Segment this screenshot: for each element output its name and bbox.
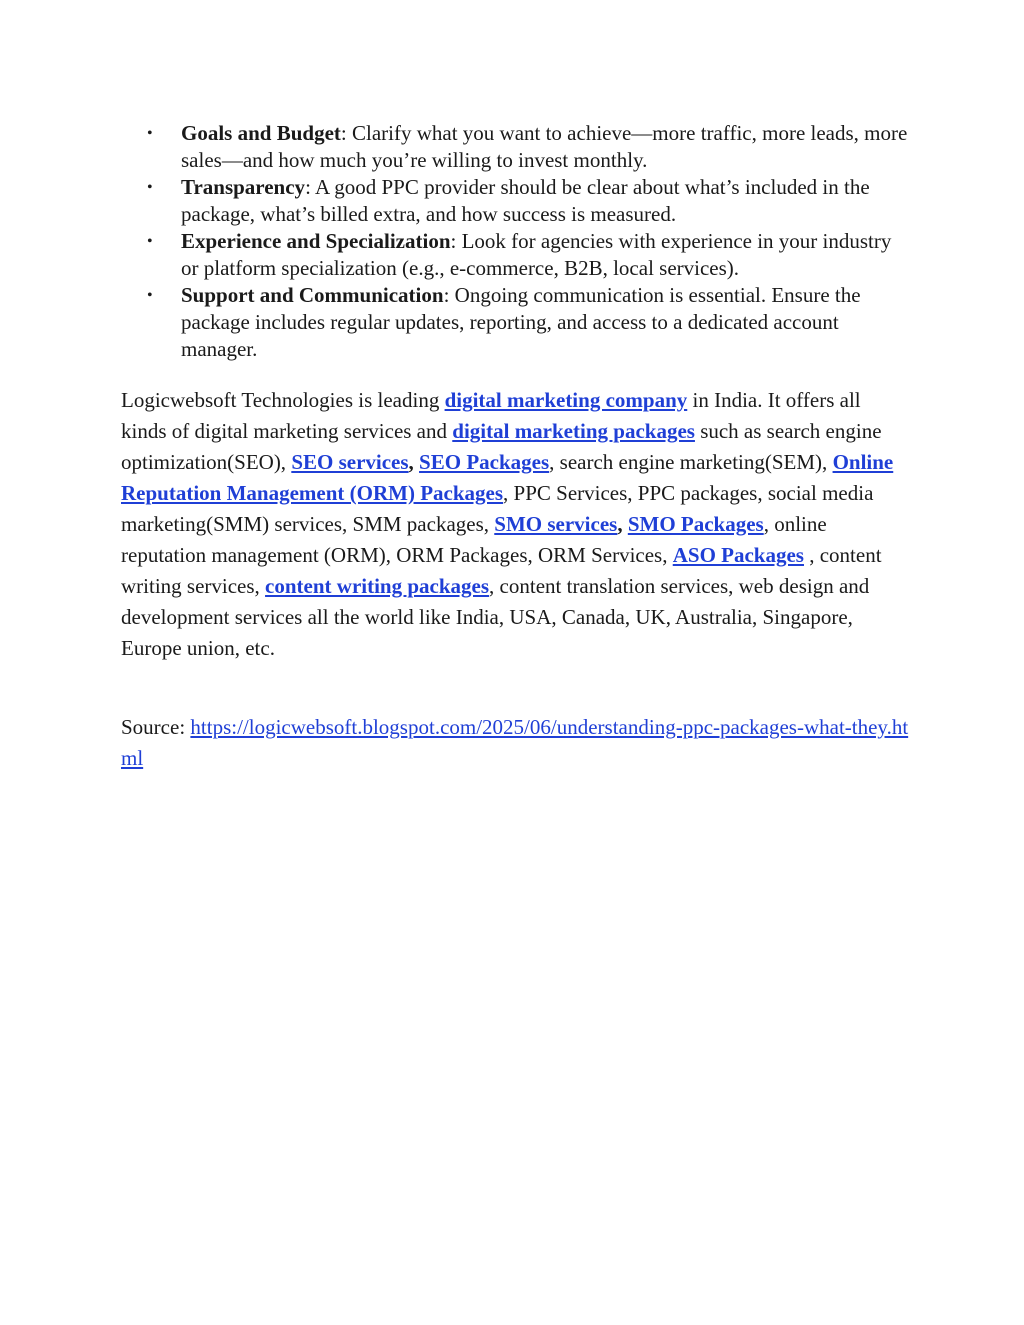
link-content-writing-packages[interactable]: content writing packages	[265, 574, 490, 598]
considerations-list	[121, 120, 911, 363]
paragraph-text: , content writing services,	[121, 543, 882, 598]
link-smo-packages[interactable]: SMO Packages	[627, 512, 764, 536]
bullet-icon: •	[147, 287, 153, 304]
list-item	[121, 174, 911, 228]
paragraph-text: , content translation services, web design and development services all the world like India, USA, Canada, UK, Australia, Singapore, Europe union, etc.	[121, 574, 870, 660]
link-smo-services[interactable]: SMO services	[494, 512, 618, 536]
bullet-icon: •	[147, 125, 153, 142]
link-digital-marketing-company[interactable]: digital marketing company	[444, 388, 688, 412]
list-item-title: Transparency	[181, 175, 306, 199]
paragraph-text: , search engine marketing(SEM),	[549, 450, 833, 474]
paragraph-text: such as search engine optimization(SEO),	[121, 419, 882, 474]
list-item-title: Experience and Specialization	[181, 229, 451, 253]
paragraph-comma: ,	[617, 512, 623, 536]
list-item-title: Goals and Budget	[181, 121, 341, 145]
list-item	[121, 120, 911, 174]
source-link[interactable]: https://logicwebsoft.blogspot.com/2025/06/understanding-ppc-packages-what-they.html	[121, 715, 909, 770]
source-label: Source:	[121, 715, 191, 739]
list-item-text: : Clarify what you want to achieve—more traffic, more leads, more sales—and how much you’re willing to invest monthly.	[181, 121, 908, 172]
list-item-text: : A good PPC provider should be clear about what’s included in the package, what’s billed extra, and how success is measured.	[181, 175, 870, 226]
link-digital-marketing-packages[interactable]: digital marketing packages	[452, 419, 695, 443]
bullet-icon: •	[147, 233, 153, 250]
list-item-text: : Ongoing communication is essential. Ensure the package includes regular updates, reporting, and access to a dedicated account manager.	[181, 283, 861, 361]
paragraph-text: in India. It offers all kinds of digital marketing services and	[121, 388, 861, 443]
link-seo-packages[interactable]: SEO Packages	[419, 450, 550, 474]
link-orm-packages[interactable]: Online Reputation Management (ORM) Packages	[121, 450, 894, 505]
bullet-icon: •	[147, 179, 153, 196]
list-item	[121, 282, 911, 363]
source-line	[121, 712, 911, 774]
link-seo-services[interactable]: SEO services	[291, 450, 409, 474]
paragraph-text: Logicwebsoft Technologies is leading	[121, 388, 445, 412]
link-aso-packages[interactable]: ASO Packages	[672, 543, 804, 567]
list-item-text: : Look for agencies with experience in your industry or platform specialization (e.g., e-commerce, B2B, local services).	[181, 229, 892, 280]
list-item	[121, 228, 911, 282]
paragraph-text: , online reputation management (ORM), ORM Packages, ORM Services,	[121, 512, 827, 567]
company-paragraph	[121, 385, 911, 664]
paragraph-comma: ,	[408, 450, 414, 474]
list-item-title: Support and Communication	[181, 283, 444, 307]
paragraph-text: , PPC Services, PPC packages, social media marketing(SMM) services, SMM packages,	[121, 481, 874, 536]
